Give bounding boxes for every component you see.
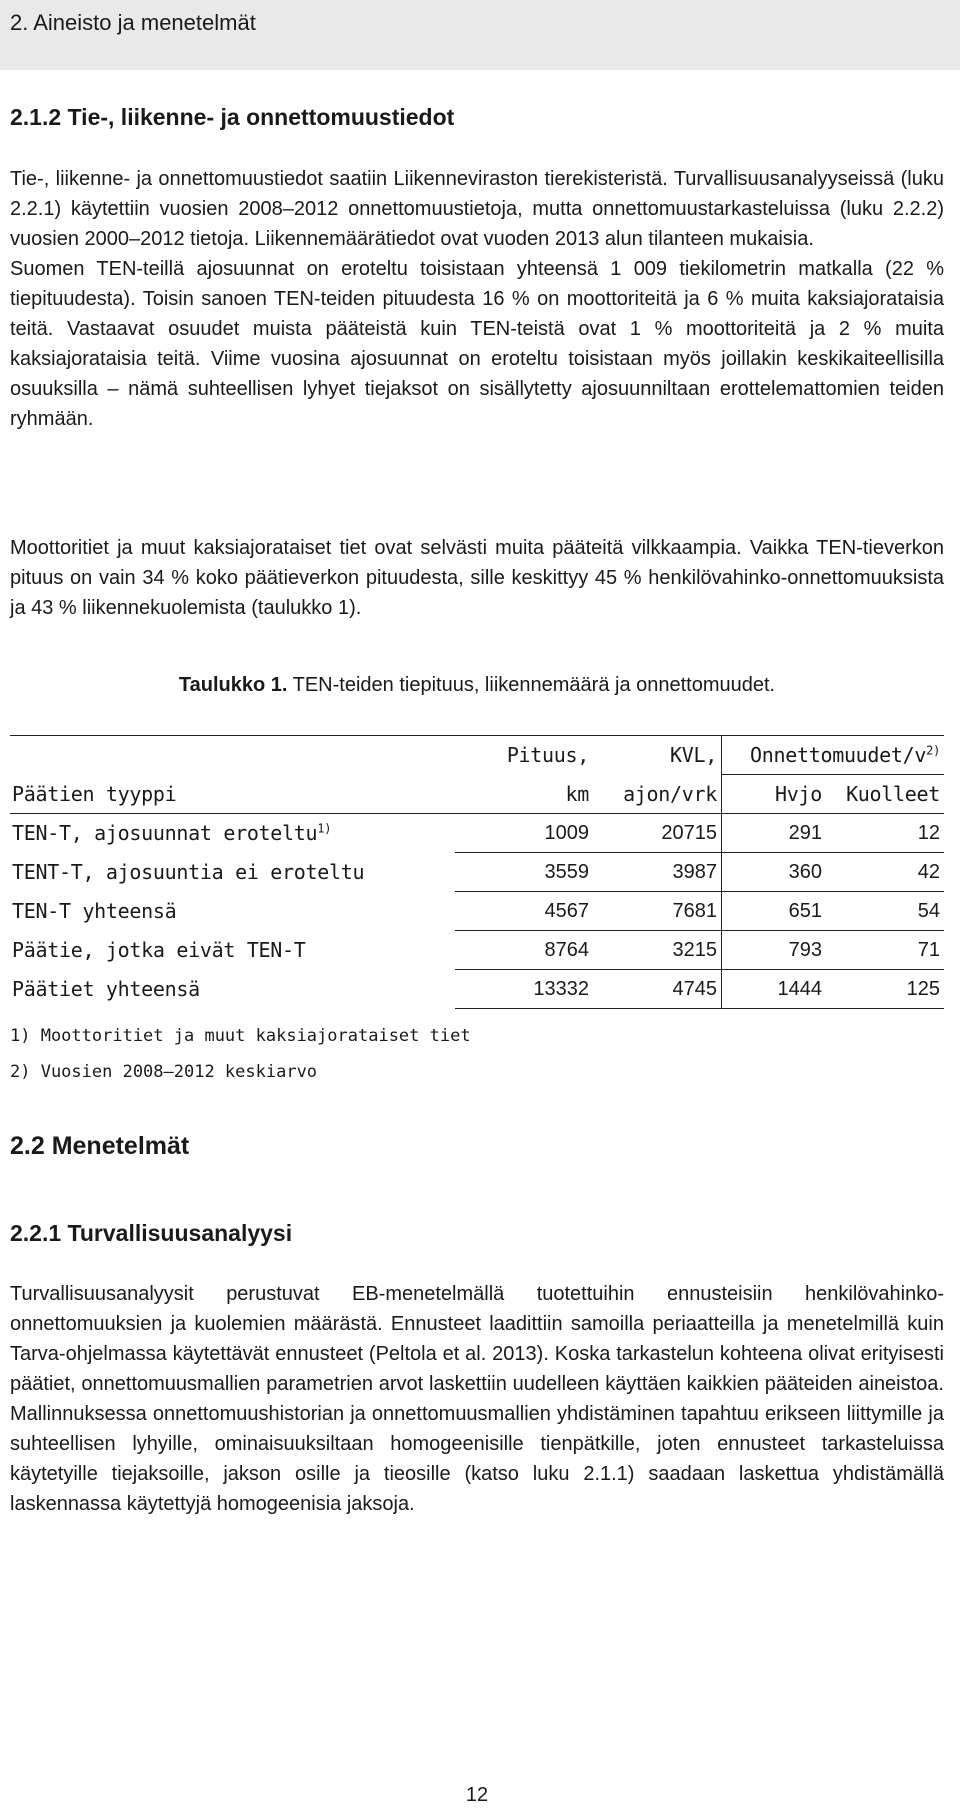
cell-fatal: 125 (826, 970, 944, 1009)
header-accidents-footnote: 2) (926, 743, 940, 758)
paragraph-safety-analysis: Turvallisuusanalyysit perustuvat EB-menetelmällä tuotettuihin ennusteisiin henkilövahinko-onnettomuuksien ja kuolemien määrästä. Ennusteet laadittiin samoilla periaatteilla ja menetelmillä kuin Tarva-ohjelmassa käytettävät ennusteet (Peltola et al. 2013). Koska tarkastelun kohteena olivat erityisesti päätiet, onnettomuusmallien parametrien arvot laskettiin uudelleen käyttäen kaikkien pääteiden aineistoa. Mallinnuksessa onnettomuushistorian ja onnettomuusmallien yhdistäminen tapahtuu erikseen liittymille ja suhteellisen lyhyille, ominaisuuksiltaan homogeenisille tienpätkille, joten ennusteet tarkasteluissa käytetyille tiejaksoille, jakson osille ja tieosille (katso luku 2.1.1) saadaan laskettua yhdistämällä laskennassa käytettyjä homogeenisia jaksoja. (10, 1283, 944, 1515)
cell-injury: 291 (722, 814, 827, 853)
paragraph-motorways: Moottoritiet ja muut kaksiajorataiset tiet ovat selvästi muita pääteitä vilkkaampia. Vaikka TEN-tieverkon pituus on vain 34 % koko päätieverkon pituudesta, sille keskittyy 45 % henkilövahinko-onnettomuuksista ja 43 % liikennekuolemista (taulukko 1). (10, 537, 944, 619)
section-heading-2-1-2: 2.1.2 Tie-, liikenne- ja onnettomuustiedot (10, 104, 455, 130)
cell-length: 8764 (455, 931, 593, 970)
chapter-title: 2. Aineisto ja menetelmät (10, 10, 256, 35)
footnote-1: 1) Moottoritiet ja muut kaksiajorataiset tiet (10, 1026, 471, 1046)
header-injury: Hvjo (722, 775, 827, 814)
table-caption-label: Taulukko 1. (178, 674, 288, 696)
text-block-3 (10, 1279, 944, 1519)
cell-fatal: 54 (826, 892, 944, 931)
cell-length: 3559 (455, 853, 593, 892)
row-road-type: Päätie, jotka eivät TEN-T (12, 938, 306, 962)
header-fatal: Kuolleet (826, 775, 944, 814)
text-block-2 (10, 533, 944, 623)
header-empty-cell (10, 736, 455, 775)
table-row (10, 931, 944, 970)
header-accidents: Onnettomuudet/$v^{2)}$ (722, 736, 945, 775)
table-row (10, 970, 944, 1009)
row-road-type: TENT-T, ajosuuntia ei eroteltu (12, 860, 365, 884)
table-row (10, 892, 944, 931)
cell-injury: 651 (722, 892, 827, 931)
cell-fatal: 42 (826, 853, 944, 892)
row-road-type: TEN-T, ajosuunnat eroteltu$^{1)}$ (12, 821, 332, 846)
page-number: 12 (465, 1784, 489, 1806)
paragraph-ten-roads: Suomen TEN-teillä ajosuunnat on eroteltu toisistaan yhteensä 1 009 tiekilometrin matkalla (22 % tiepituudesta). Toisin sanoen TEN-teiden pituudesta 16 % on moottoriteitä ja 6 % muita kaksiajorataisia teitä. Vastaavat osuudet muista pääteistä kuin TEN-teistä ovat 1 % moottoriteitä ja 2 % muita kaksiajorataisia teitä. Viime vuosina ajosuunnat on eroteltu toisistaan myös joillakin keskikaiteellisilla osuuksilla – nämä suhteellisen lyhyet tiejaksot on sisällytetty ajosuunniltaan erottelemattomien teiden ryhmään. (10, 258, 944, 430)
cell-injury: 360 (722, 853, 827, 892)
text-block-1 (10, 164, 944, 434)
table-header-row-2 (10, 775, 944, 814)
cell-length: 1009 (455, 814, 593, 853)
header-length: Pituus, (455, 736, 593, 775)
row-road-type: TEN-T yhteensä (12, 899, 177, 923)
cell-length: 13332 (455, 970, 593, 1009)
header-length-unit: km (455, 775, 593, 814)
cell-kvl: 3987 (593, 853, 722, 892)
section-heading-2-2: 2.2 Menetelmät (10, 1132, 190, 1160)
table-header-row-1 (10, 736, 944, 775)
table-caption-text: TEN-teiden tiepituus, liikennemäärä ja onnettomuudet. (287, 674, 776, 696)
cell-kvl: 7681 (593, 892, 722, 931)
cell-fatal: 12 (826, 814, 944, 853)
row-road-type: Päätiet yhteensä (12, 977, 200, 1001)
cell-kvl: 4745 (593, 970, 722, 1009)
cell-kvl: 3215 (593, 931, 722, 970)
table-row (10, 814, 944, 853)
header-kvl: KVL, (593, 736, 722, 775)
table-footnotes (10, 1018, 471, 1090)
table-caption (10, 674, 944, 697)
header-kvl-unit: ajon/vrk (593, 775, 722, 814)
cell-injury: 1444 (722, 970, 827, 1009)
section-heading-2-2-1: 2.2.1 Turvallisuusanalyysi (10, 1220, 293, 1246)
cell-injury: 793 (722, 931, 827, 970)
header-road-type: Päätien tyyppi (10, 775, 455, 814)
footnote-2: 2) Vuosien 2008–2012 keskiarvo (10, 1062, 318, 1082)
paragraph-data-sources: Tie-, liikenne- ja onnettomuustiedot saatiin Liikenneviraston tierekisteristä. Turvallisuusanalyyseissä (luku 2.2.1) käytettiin vuosien 2008–2012 onnettomuustietoja, mutta onnettomuustarkasteluissa (luku 2.2.2) vuosien 2000–2012 tietoja. Liikennemäärätiedot ovat vuoden 2013 alun tilanteen mukaisia. (10, 168, 944, 250)
table-row (10, 853, 944, 892)
cell-length: 4567 (455, 892, 593, 931)
cell-kvl: 20715 (593, 814, 722, 853)
cell-fatal: 71 (826, 931, 944, 970)
road-statistics-table (10, 735, 944, 1009)
running-header (0, 0, 960, 70)
